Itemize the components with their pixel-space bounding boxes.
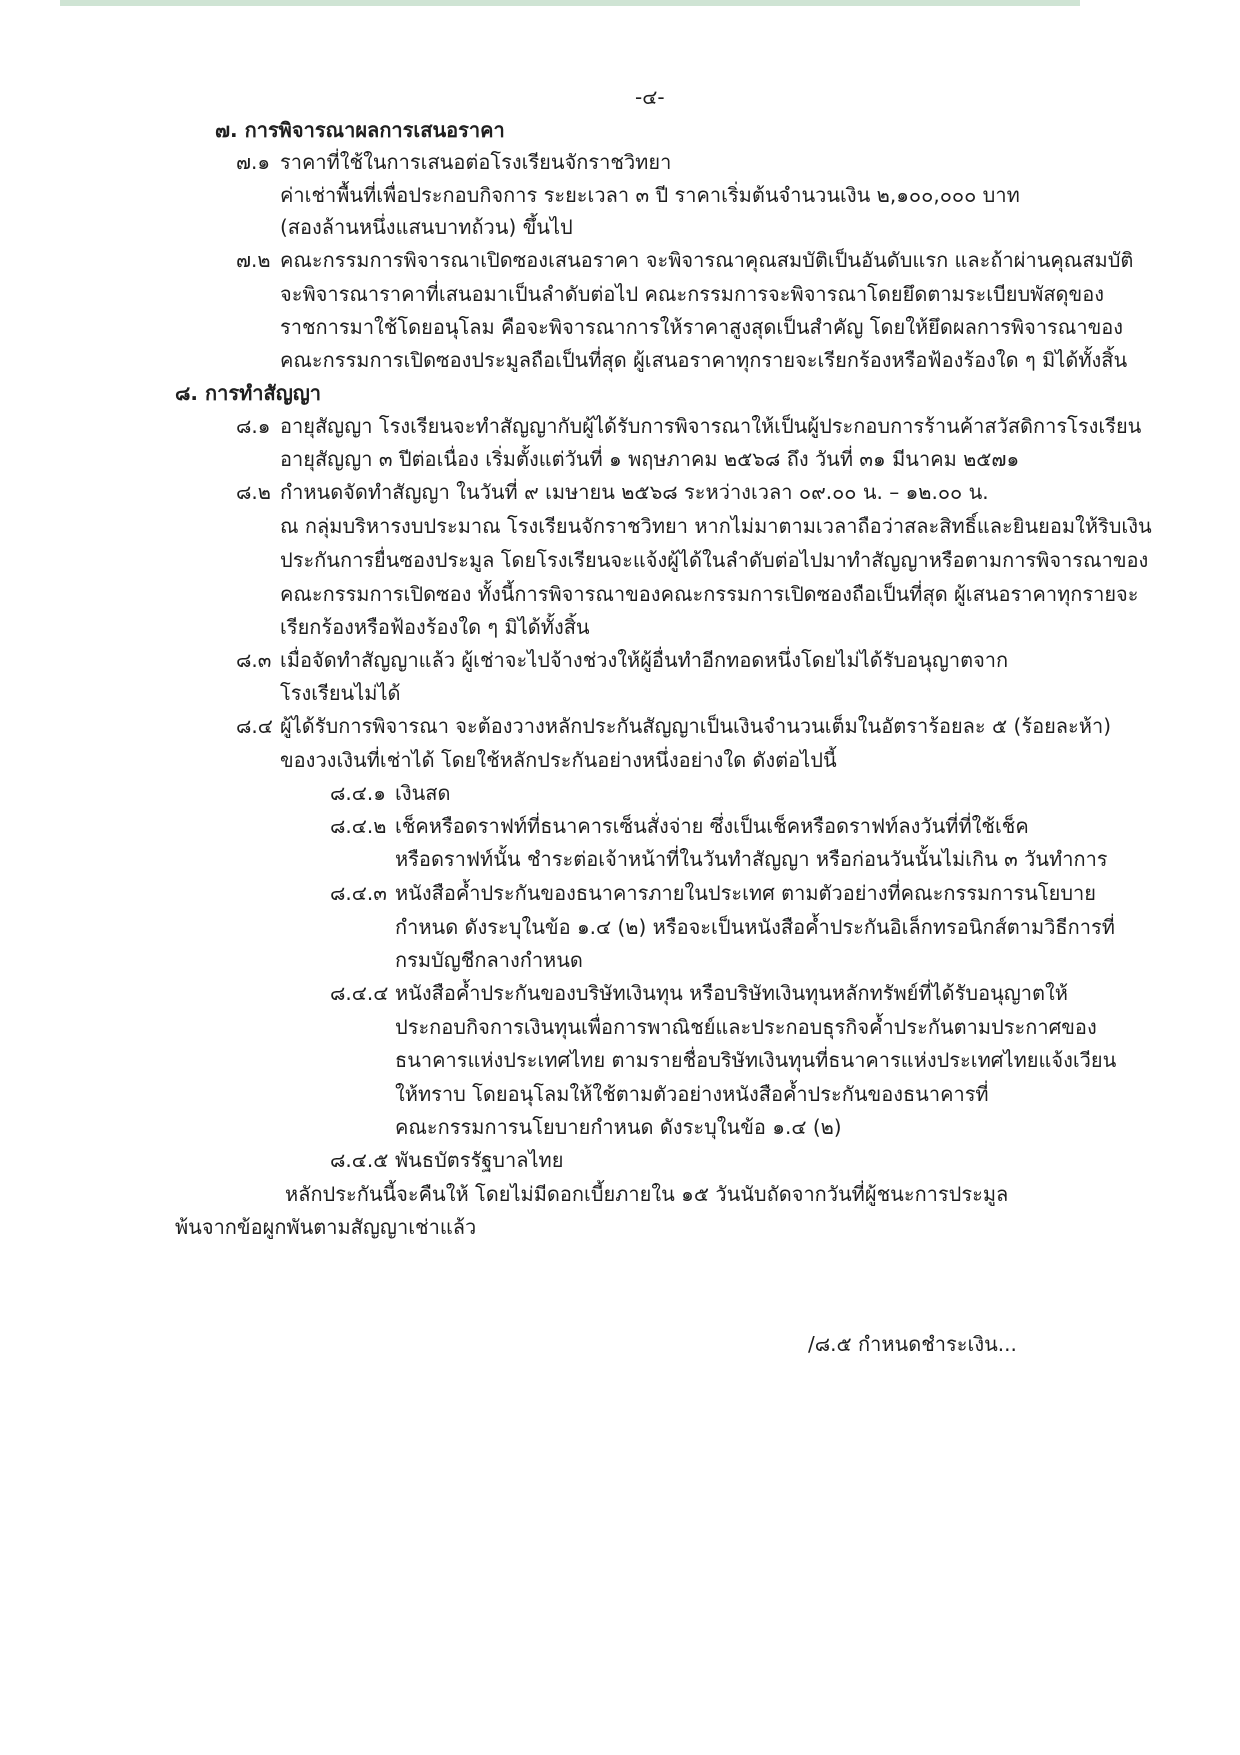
item-8-2-line: ณ กลุ่มบริหารงบประมาณ โรงเรียนจักราชวิทยา หากไม่มาตามเวลาถือว่าสละสิทธิ์และยินยอมให้ริบเงิน <box>280 514 1152 538</box>
item-8-4-1-number: ๘.๔.๑ <box>330 781 386 805</box>
item-8-4-number: ๘.๔ <box>236 714 273 738</box>
item-8-4-4-line: คณะกรรมการนโยบายกำหนด ดังระบุในข้อ ๑.๔ (๒) <box>395 1115 842 1139</box>
item-7-1-number: ๗.๑ <box>236 150 271 174</box>
top-edge-strip <box>60 0 1080 6</box>
item-8-3-line: โรงเรียนไม่ได้ <box>280 681 401 705</box>
item-8-2-line: เรียกร้องหรือฟ้องร้องใด ๆ มิได้ทั้งสิ้น <box>280 615 590 639</box>
item-8-4-3-line: กรมบัญชีกลางกำหนด <box>395 948 583 972</box>
item-8-1-number: ๘.๑ <box>236 414 271 438</box>
item-8-4-4-line: ให้ทราบ โดยอนุโลมให้ใช้ตามตัวอย่างหนังสือค้ำประกันของธนาคารที่ <box>395 1082 989 1106</box>
item-8-3-number: ๘.๓ <box>236 648 272 672</box>
guarantee-return-text: หลักประกันนี้จะคืนให้ โดยไม่มีดอกเบี้ยภายใน ๑๕ วันนับถัดจากวันที่ผู้ชนะการประมูล <box>285 1182 1009 1206</box>
item-8-4-4-line: หนังสือค้ำประกันของบริษัทเงินทุน หรือบริษัทเงินทุนหลักทรัพย์ที่ได้รับอนุญาตให้ <box>395 981 1068 1005</box>
item-8-2-line: ประกันการยื่นซองประมูล โดยโรงเรียนจะแจ้งผู้ได้ในลำดับต่อไปมาทำสัญญาหรือตามการพิจารณาของ <box>280 548 1149 572</box>
item-8-4-4-line: ธนาคารแห่งประเทศไทย ตามรายชื่อบริษัทเงินทุนที่ธนาคารแห่งประเทศไทยแจ้งเวียน <box>395 1048 1117 1072</box>
item-8-2-number: ๘.๒ <box>236 480 271 504</box>
item-7-2-line: ราชการมาใช้โดยอนุโลม คือจะพิจารณาการให้ราคาสูงสุดเป็นสำคัญ โดยให้ยึดผลการพิจารณาของ <box>280 315 1124 339</box>
item-7-2-number: ๗.๒ <box>236 248 271 272</box>
item-8-4-4-line: ประกอบกิจการเงินทุนเพื่อการพาณิชย์และประกอบธุรกิจค้ำประกันตามประกาศของ <box>395 1015 1097 1039</box>
item-8-4-5-number: ๘.๔.๕ <box>330 1148 389 1172</box>
item-8-4-line: ผู้ได้รับการพิจารณา จะต้องวางหลักประกันสัญญาเป็นเงินจำนวนเต็มในอัตราร้อยละ ๕ (ร้อยละห้า) <box>280 714 1112 738</box>
item-7-1-line: (สองล้านหนึ่งแสนบาทถ้วน) ขึ้นไป <box>280 215 573 239</box>
item-8-4-2-line: เช็คหรือดราฟท์ที่ธนาคารเซ็นสั่งจ่าย ซึ่งเป็นเช็คหรือดราฟท์ลงวันที่ที่ใช้เช็ค <box>395 814 1029 838</box>
item-8-4-5-line: พันธบัตรรัฐบาลไทย <box>395 1148 564 1172</box>
item-8-4-line: ของวงเงินที่เช่าได้ โดยใช้หลักประกันอย่างหนึ่งอย่างใด ดังต่อไปนี้ <box>280 748 837 772</box>
item-8-3-line: เมื่อจัดทำสัญญาแล้ว ผู้เช่าจะไปจ้างช่วงให้ผู้อื่นทำอีกทอดหนึ่งโดยไม่ได้รับอนุญาตจาก <box>280 648 1009 672</box>
item-8-4-3-line: หนังสือค้ำประกันของธนาคารภายในประเทศ ตามตัวอย่างที่คณะกรรมการนโยบาย <box>395 881 1096 905</box>
item-7-1-line: ราคาที่ใช้ในการเสนอต่อโรงเรียนจักราชวิทยา <box>280 150 672 174</box>
section-7-heading: ๗. การพิจารณาผลการเสนอราคา <box>215 118 505 142</box>
item-8-2-line: คณะกรรมการเปิดซอง ทั้งนี้การพิจารณาของคณะกรรมการเปิดซองถือเป็นที่สุด ผู้เสนอราคาทุกรายจะ <box>280 582 1139 606</box>
item-8-4-2-line: หรือดราฟท์นั้น ชำระต่อเจ้าหน้าที่ในวันทำสัญญา หรือก่อนวันนั้นไม่เกิน ๓ วันทำการ <box>395 847 1108 871</box>
continuation-note: /๘.๕ กำหนดชำระเงิน... <box>808 1332 1017 1356</box>
item-8-4-2-number: ๘.๔.๒ <box>330 814 387 838</box>
item-8-1-line: อายุสัญญา ๓ ปีต่อเนื่อง เริ่มตั้งแต่วันที่ ๑ พฤษภาคม ๒๕๖๘ ถึง วันที่ ๓๑ มีนาคม ๒๕๗๑ <box>280 447 1020 471</box>
item-7-1-line: ค่าเช่าพื้นที่เพื่อประกอบกิจการ ระยะเวลา ๓ ปี ราคาเริ่มต้นจำนวนเงิน ๒,๑๐๐,๐๐๐ บาท <box>280 183 1020 207</box>
guarantee-return-text: พ้นจากข้อผูกพันตามสัญญาเช่าแล้ว <box>175 1215 477 1239</box>
section-8-heading: ๘. การทำสัญญา <box>175 381 322 405</box>
item-8-4-3-number: ๘.๔.๓ <box>330 881 387 905</box>
item-7-2-line: คณะกรรมการเปิดซองประมูลถือเป็นที่สุด ผู้เสนอราคาทุกรายจะเรียกร้องหรือฟ้องร้องใด ๆ มิได้ทั้งสิ้น <box>280 348 1128 372</box>
item-8-4-1-line: เงินสด <box>395 781 451 805</box>
item-8-4-4-number: ๘.๔.๔ <box>330 981 389 1005</box>
item-8-2-line: กำหนดจัดทำสัญญา ในวันที่ ๙ เมษายน ๒๕๖๘ ระหว่างเวลา ๐๙.๐๐ น. – ๑๒.๐๐ น. <box>280 480 989 504</box>
item-8-1-line: อายุสัญญา โรงเรียนจะทำสัญญากับผู้ได้รับการพิจารณาให้เป็นผู้ประกอบการร้านค้าสวัสดิการโรงเรียน <box>280 414 1142 438</box>
page-number: -๔- <box>635 85 665 109</box>
item-7-2-line: จะพิจารณาราคาที่เสนอมาเป็นลำดับต่อไป คณะกรรมการจะพิจารณาโดยยึดตามระเบียบพัสดุของ <box>280 282 1104 306</box>
item-7-2-line: คณะกรรมการพิจารณาเปิดซองเสนอราคา จะพิจารณาคุณสมบัติเป็นอันดับแรก และถ้าผ่านคุณสมบัติ <box>280 248 1134 272</box>
item-8-4-3-line: กำหนด ดังระบุในข้อ ๑.๔ (๒) หรือจะเป็นหนังสือค้ำประกันอิเล็กทรอนิกส์ตามวิธีการที่ <box>395 915 1115 939</box>
